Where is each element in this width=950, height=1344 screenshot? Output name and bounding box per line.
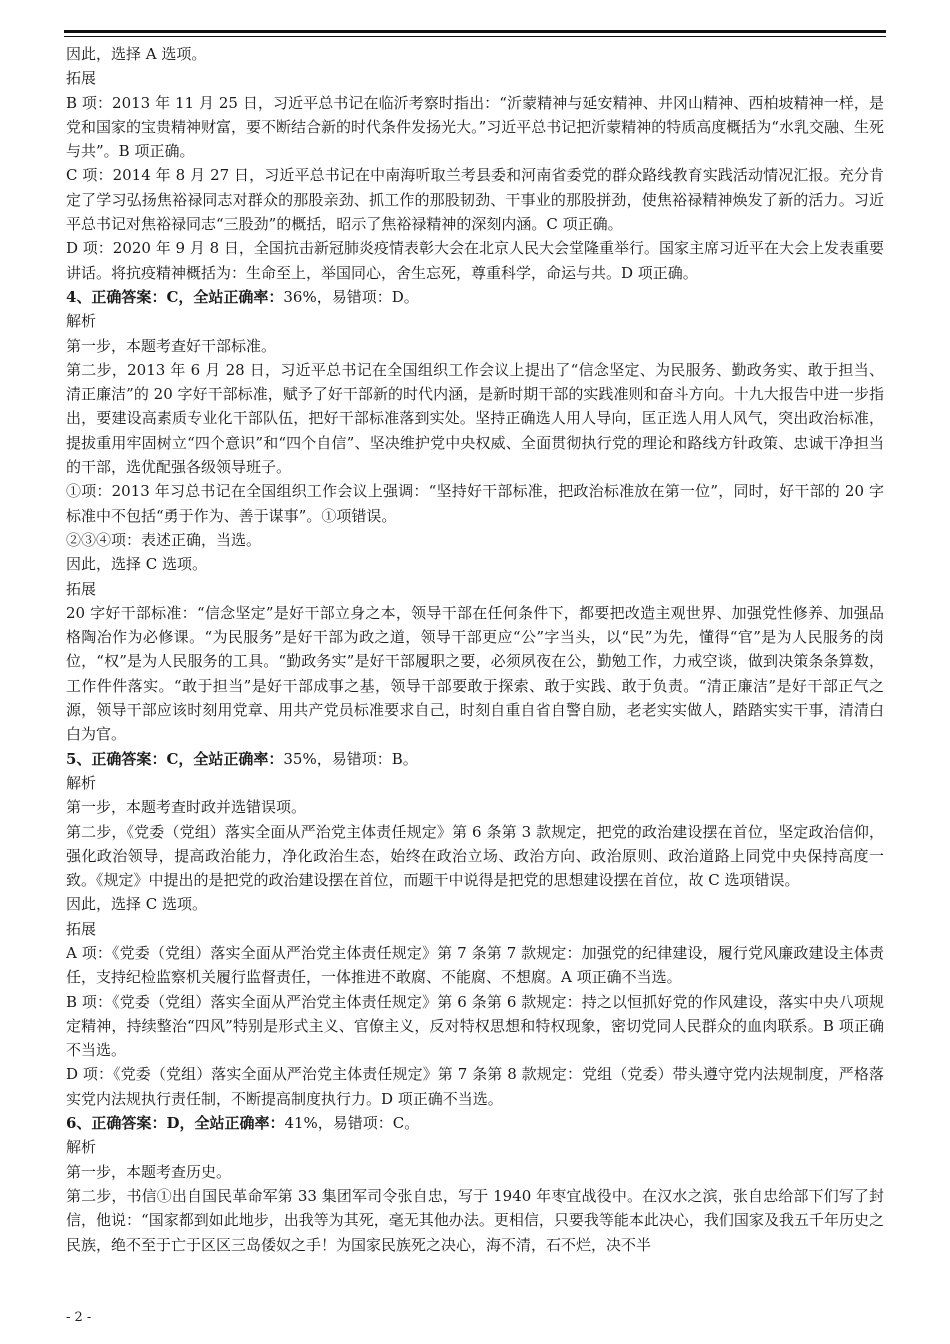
answer-stats: 36%，易错项：D。 — [283, 287, 419, 306]
answer-stats: 41%，易错项：C。 — [284, 1114, 420, 1133]
paragraph: 拓展 — [66, 579, 97, 598]
document-body — [66, 42, 884, 1257]
paragraph: B 项：《党委（党组）落实全面从严治党主体责任规定》第 6 条第 6 款规定：持之以恒抓好党的作风建设，落实中央八项规定精神，持续整治“四风”特别是形式主义、官僚主义，反对特权思想和特权现象，密切党同人民群众的血肉联系。B 项正确不当选。 — [66, 992, 884, 1060]
paragraph: 第一步，本题考查历史。 — [66, 1162, 232, 1181]
paragraph: 因此，选择 C 选项。 — [66, 895, 208, 914]
paragraph: A 项：《党委（党组）落实全面从严治党主体责任规定》第 7 条第 7 款规定：加强党的纪律建设，履行党风廉政建设主体责任，支持纪检监察机关履行监督责任，一体推进不敢腐、不能腐、不想腐。A 项正确不当选。 — [66, 943, 884, 987]
answer-label: 5、正确答案：C，全站正确率： — [66, 749, 284, 768]
paragraph: 第一步，本题考查好干部标准。 — [66, 336, 277, 355]
paragraph: 因此，选择 C 选项。 — [66, 555, 208, 574]
header-rule — [64, 30, 886, 33]
paragraph: 20 字好干部标准：“信念坚定”是好干部立身之本，领导干部在任何条件下，都要把改造主观世界、加强党性修养、加强品格陶冶作为必修课。“为民服务”是好干部为政之道，领导干部更应“公”字当头，以“民”为先，懂得“官”是为人民服务的岗位，“权”是为人民服务的工具。“勤政务实”是好干部履职之要，必须夙夜在公，勤勉工作，力戒空谈，做到决策条条算数，工作件件落实。“敢于担当”是好干部成事之基，领导干部要敢于探索、敢于实践、敢于负责。“清正廉洁”是好干部正气之源，领导干部应该时刻用党章、用共产党员标准要求自己，时刻自重自省自警自励，老老实实做人，踏踏实实干事，清清白白为官。 — [66, 603, 884, 744]
paragraph: 因此，选择 A 选项。 — [66, 45, 207, 63]
paragraph: D 项：《党委（党组）落实全面从严治党主体责任规定》第 7 条第 8 款规定：党组（党委）带头遵守党内法规制度，严格落实党内法规执行责任制，不断提高制度执行力。D 项正确不当选。 — [66, 1065, 884, 1108]
page-number: - 2 - — [66, 1310, 92, 1325]
answer-line — [66, 1111, 884, 1135]
paragraph: B 项：2013 年 11 月 25 日，习近平总书记在临沂考察时指出：“沂蒙精神与延安精神、井冈山精神、西柏坡精神一样，是党和国家的宝贵精神财富，要不断结合新的时代条件发扬光大。”习近平总书记把沂蒙精神的特质高度概括为“水乳交融、生死与共”。B 项正确。 — [66, 93, 884, 161]
paragraph: ②③④项：表述正确，当选。 — [66, 530, 262, 549]
paragraph: 解析 — [66, 1138, 97, 1157]
paragraph: 拓展 — [66, 919, 97, 938]
answer-stats: 35%，易错项：B。 — [283, 749, 418, 768]
paragraph: D 项：2020 年 9 月 8 日，全国抗击新冠肺炎疫情表彰大会在北京人民大会堂隆重举行。国家主席习近平在大会上发表重要讲话。将抗疫精神概括为：生命至上，举国同心，舍生忘死，尊重科学，命运与共。D 项正确。 — [66, 239, 884, 282]
answer-line — [66, 285, 884, 309]
paragraph: ①项：2013 年习总书记在全国组织工作会议上强调：“坚持好干部标准，把政治标准放在第一位”，同时，好干部的 20 字标准中不包括“勇于作为、善于谋事”。①项错误。 — [66, 482, 884, 525]
paragraph: 第二步，《党委（党组）落实全面从严治党主体责任规定》第 6 条第 3 款规定，把党的政治建设摆在首位，坚定政治信仰，强化政治领导，提高政治能力，净化政治生态，始终在政治立场、政治方向、政治原则、政治道路上同党中央保持高度一致。《规定》中提出的是把党的政治建设摆在首位，而题干中说得是把党的思想建设摆在首位，故 C 选项错误。 — [66, 822, 884, 890]
paragraph: 拓展 — [66, 69, 97, 88]
paragraph: 第一步，本题考查时政并选错误项。 — [66, 798, 307, 817]
paragraph: 第二步，2013 年 6 月 28 日，习近平总书记在全国组织工作会议上提出了“信念坚定、为民服务、勤政务实、敢于担当、清正廉洁”的 20 字好干部标准，赋予了好干部新的时代内涵，是新时期干部的实践准则和奋斗方向。十九大报告中进一步指出，要建设高素质专业化干部队伍，把好干部标准落到实处。坚持正确选人用人导向，匡正选人用人风气，突出政治标准，提拔重用牢固树立“四个意识”和“四个自信”、坚决维护党中央权威、全面贯彻执行党的理论和路线方针政策、忠诚干净担当的干部，选优配强各级领导班子。 — [66, 360, 884, 477]
answer-line — [66, 747, 884, 771]
answer-label: 6、正确答案：D，全站正确率： — [66, 1114, 285, 1133]
answer-label: 4、正确答案：C，全站正确率： — [66, 287, 284, 306]
paragraph: 解析 — [66, 773, 97, 792]
paragraph: 第二步，书信①出自国民革命军第 33 集团军司令张自忠，写于 1940 年枣宜战役中。在汉水之滨，张自忠给部下们写了封信，他说：“国家都到如此地步，出我等为其死，毫无其他办法。更相信，只要我等能本此决心，我们国家及我五千年历史之民族，绝不至于亡于区区三岛倭奴之手！为国家民族死之决心，海不清，石不烂，决不半 — [66, 1186, 884, 1254]
paragraph: 解析 — [66, 312, 97, 331]
paragraph: C 项：2014 年 8 月 27 日，习近平总书记在中南海听取兰考县委和河南省委党的群众路线教育实践活动情况汇报。充分肯定了学习弘扬焦裕禄同志对群众的那股亲劲、抓工作的那股韧劲、干事业的那股拼劲，使焦裕禄精神焕发了新的活力。习近平总书记对焦裕禄同志“三股劲”的概括，昭示了焦裕禄精神的深刻内涵。C 项正确。 — [66, 166, 884, 234]
header-rule-thin — [64, 36, 886, 37]
